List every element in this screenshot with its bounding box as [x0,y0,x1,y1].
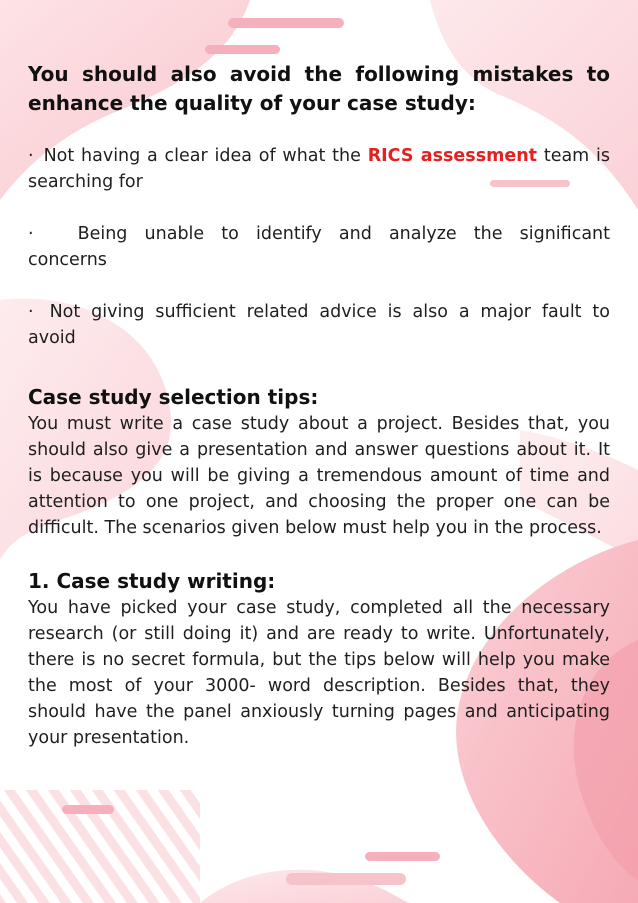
case-study-writing-body: You have picked your case study, completed all the necessary research (or still doing it) and are ready to write. Unfortunately, there is no secret formula, but the tips below will help you make the most of your 3000- word description. Besides that, they should have the panel anxiously turning pages and anticipating your presentation. [28,598,610,748]
bar-bottom-2 [286,873,406,885]
bullet-text: Being unable to identify and analyze the significant concerns [28,224,610,270]
bar-left-1 [62,805,114,814]
bullet-text-after: team is searching for [28,146,610,192]
mistakes-heading: You should also avoid the following mistakes to enhance the quality of your case study: [28,62,610,115]
bar-bottom-1 [365,852,440,861]
bullet-dot: · [28,224,34,244]
bar-top-1 [228,18,344,28]
bullet-dot: · [28,146,34,166]
bullet-item-2 [28,221,610,273]
bullet-text-before: Not having a clear idea of what the [43,146,368,166]
selection-tips-body: You must write a case study about a project. Besides that, you should also give a presentation and answer questions about it. It is because you will be giving a tremendous amount of time and attention to one project, and choosing the proper one can be difficult. The scenarios given below must help you in the process. [28,414,610,538]
bullet-item-1 [28,143,610,195]
rics-assessment-highlight: RICS assessment [367,146,538,166]
bar-top-2 [205,45,280,54]
selection-tips-heading: Case study selection tips: [28,385,319,409]
bullet-dot: · [28,302,34,322]
case-study-writing-heading: 1. Case study writing: [28,569,276,593]
bullet-text: Not giving sufficient related advice is also a major fault to avoid [28,302,610,348]
page-content [28,60,610,751]
bullet-item-3 [28,299,610,351]
